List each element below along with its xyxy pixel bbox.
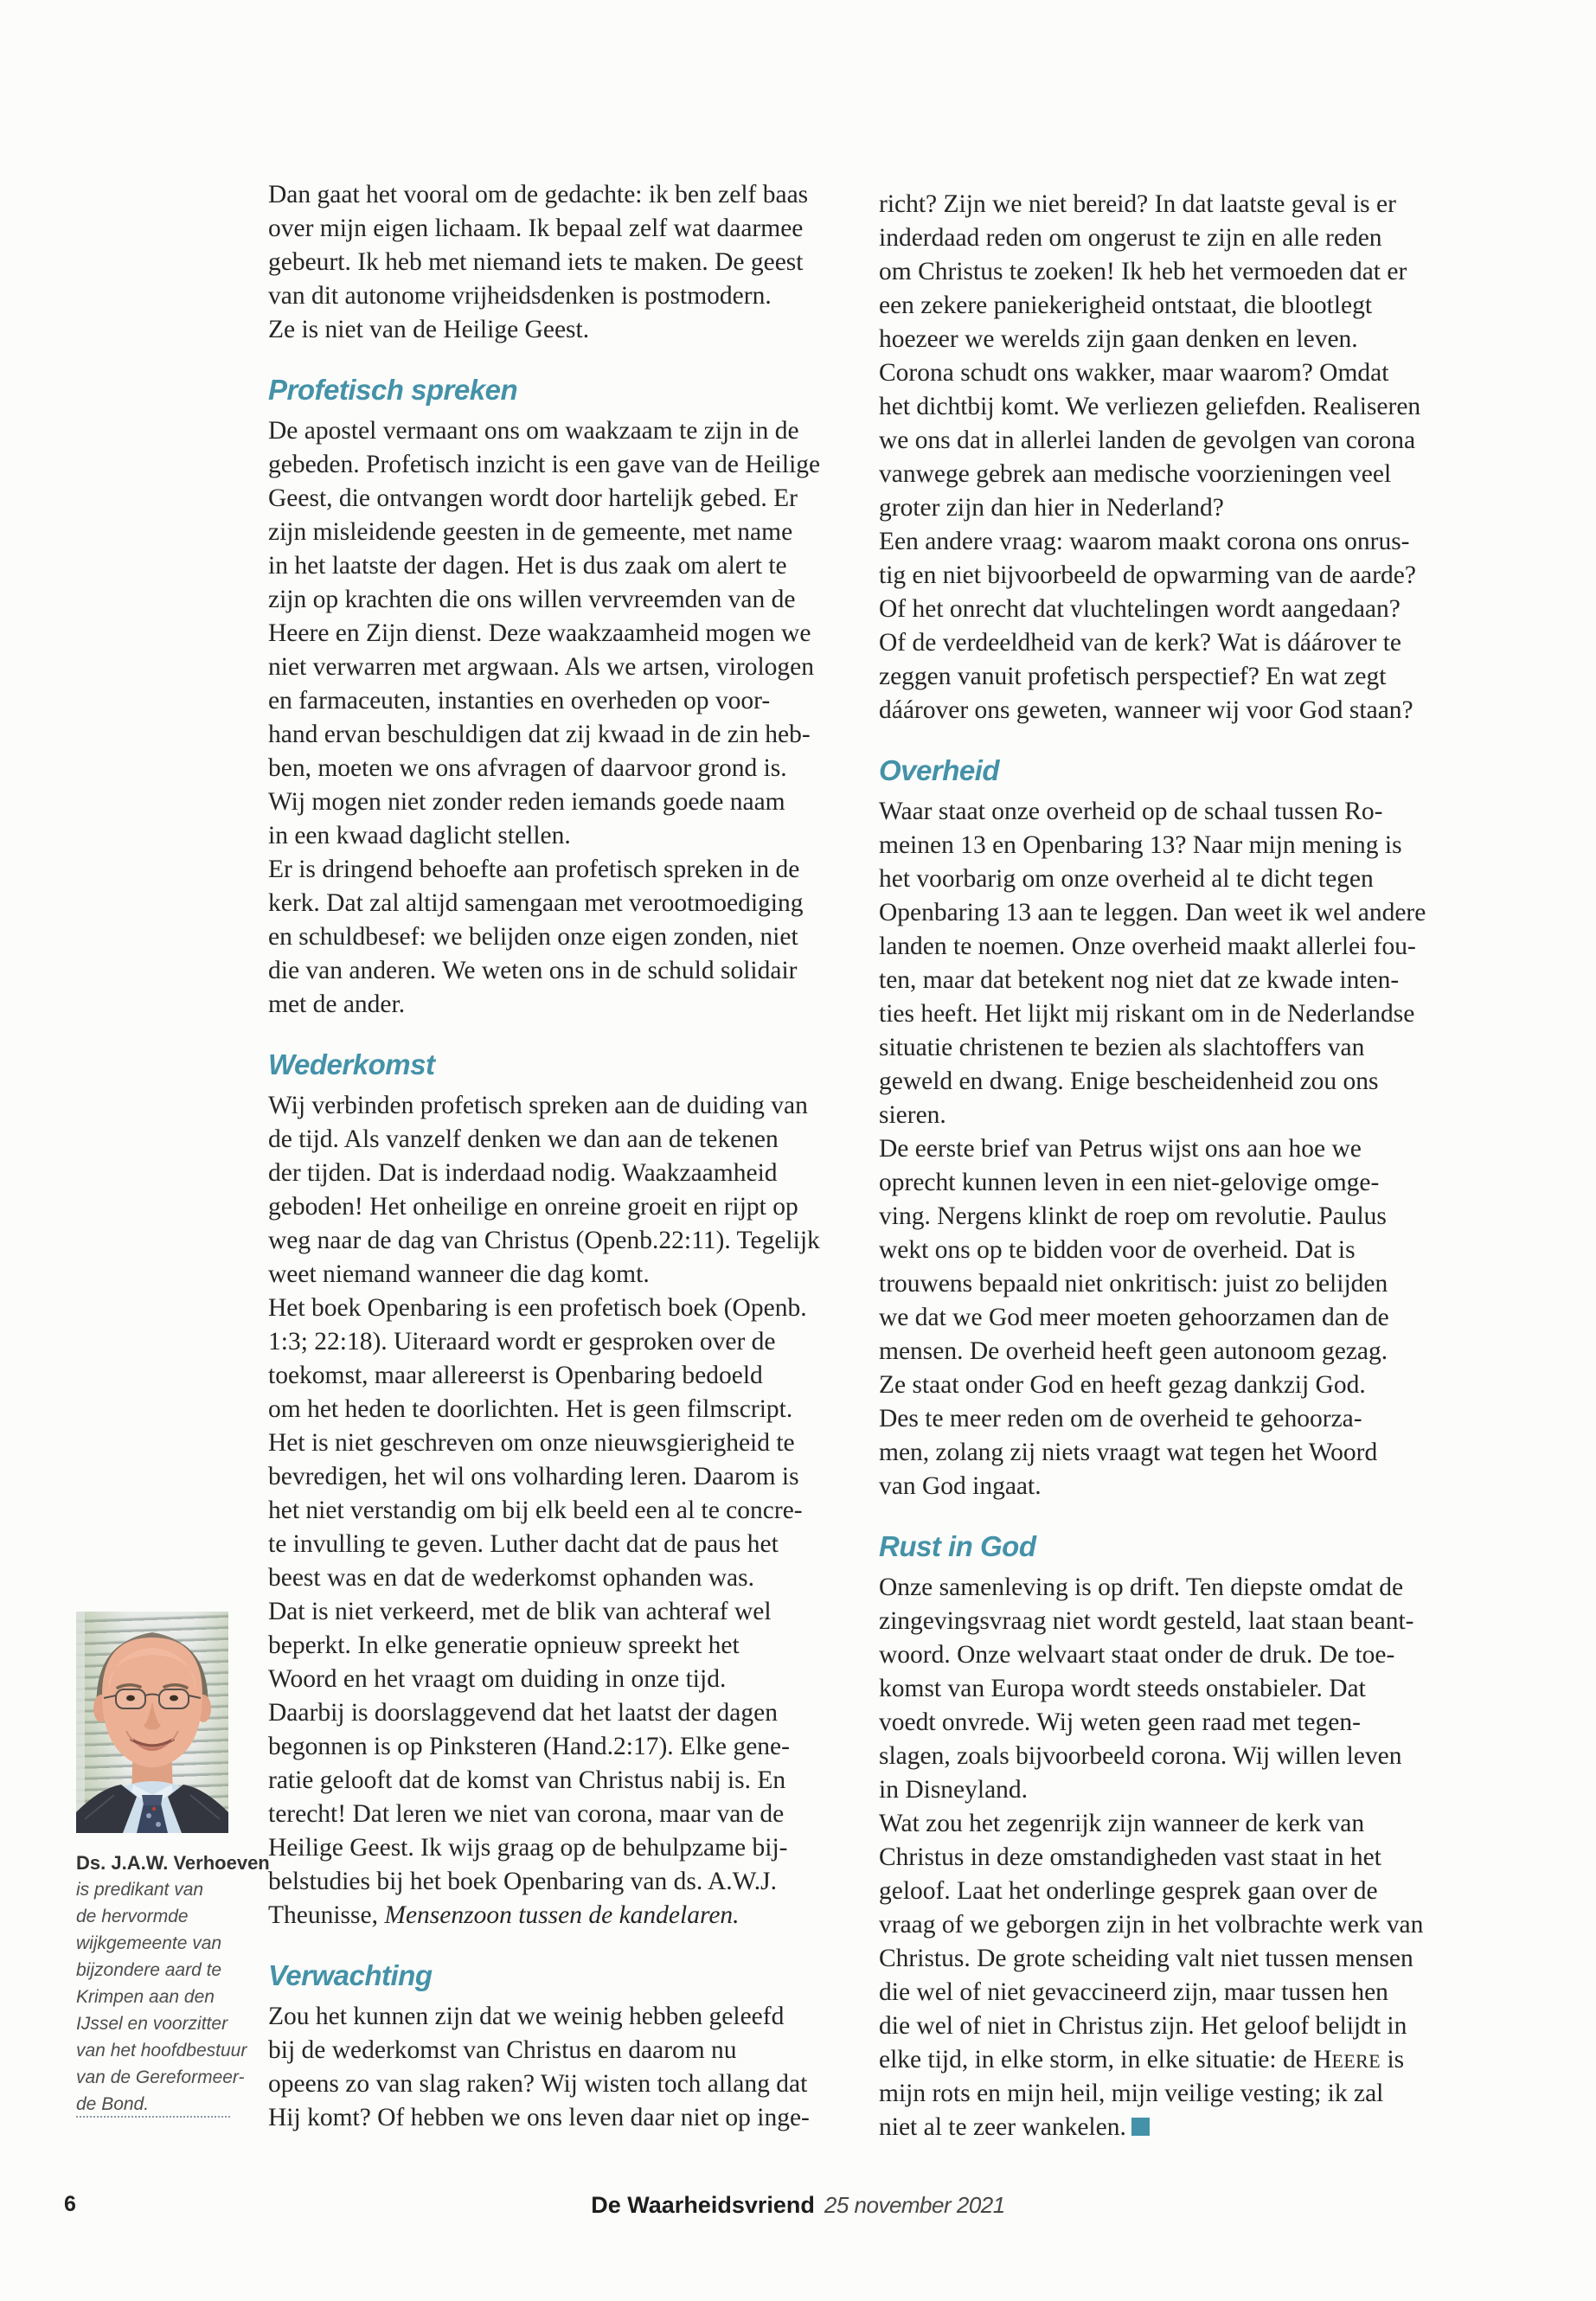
section-heading: Wederkomst: [268, 1048, 435, 1080]
text-line: ties heeft. Het lijkt mij riskant om in de Nederlandse: [879, 1000, 1415, 1028]
page-number: 6: [64, 2192, 76, 2216]
text-line: Wij verbinden profetisch spreken aan de duiding van: [268, 1092, 808, 1119]
text-line: tig en niet bijvoorbeeld de opwarming van de aarde?: [879, 561, 1416, 589]
text-line: die wel of niet gevaccineerd zijn, maar tussen hen: [879, 1978, 1388, 2006]
caption-name: Ds. J.A.W. Verhoeven: [76, 1852, 270, 1874]
text-line: Heere en Zijn dienst. Deze waakzaamheid mogen we: [268, 619, 811, 647]
text-line: der tijden. Dat is inderdaad nodig. Waakzaamheid: [268, 1159, 778, 1187]
text-line: begonnen is op Pinksteren (Hand.2:17). Elke gene-: [268, 1733, 790, 1760]
caption-line: IJssel en voorzitter: [76, 2014, 228, 2034]
text-line: Of de verdeeldheid van de kerk? Wat is dáárover te: [879, 629, 1402, 657]
text-line: over mijn eigen lichaam. Ik bepaal zelf wat daarmee: [268, 215, 804, 242]
text-line: die van anderen. We weten ons in de schuld solidair: [268, 957, 798, 984]
text-line: de tijd. Als vanzelf denken we dan aan de tekenen: [268, 1125, 779, 1153]
text-line: in Disneyland.: [879, 1776, 1029, 1804]
text-line: gebeurt. Ik heb met niemand iets te maken. De geest: [268, 248, 804, 276]
text: Theunisse,: [268, 1901, 385, 1929]
text-line: opeens zo van slag raken? Wij wisten toch allang dat: [268, 2070, 808, 2098]
text-line: in een kwaad daglicht stellen.: [268, 822, 571, 849]
caption-line: wijkgemeente van: [76, 1933, 222, 1953]
text-line: Ze staat onder God en heeft gezag dankzij God.: [879, 1371, 1366, 1399]
text-line: landen te noemen. Onze overheid maakt allerlei fou-: [879, 933, 1416, 960]
text-line: vanwege gebrek aan medische voorzieningen veel: [879, 460, 1392, 488]
text-line: Het is niet geschreven om onze nieuwsgierigheid te: [268, 1429, 795, 1457]
text-line: meinen 13 en Openbaring 13? Naar mijn mening is: [879, 831, 1402, 859]
caption-line: van het hoofdbestuur: [76, 2041, 247, 2061]
text-line: Des te meer reden om de overheid te gehoorza-: [879, 1405, 1362, 1433]
text-line: Christus. De grote scheiding valt niet tussen mensen: [879, 1945, 1413, 1972]
paragraph: [268, 178, 839, 347]
text-line: het dichtbij komt. We verliezen geliefden. Realiseren: [879, 393, 1421, 420]
end-of-article-marker: [1131, 2118, 1150, 2136]
text-line: ratie gelooft dat de komst van Christus nabij is. En: [268, 1766, 786, 1794]
text-line: komst van Europa wordt steeds onstabieler. Dat: [879, 1675, 1366, 1702]
text-line: in het laatste der dagen. Het is dus zaak om alert te: [268, 552, 787, 580]
text-line: dáárover ons geweten, wanneer wij voor God staan?: [879, 696, 1413, 724]
text-line: mijn rots en mijn heil, mijn veilige vesting; ik zal: [879, 2080, 1384, 2107]
text-line: De apostel vermaant ons om waakzaam te zijn in de: [268, 417, 799, 445]
paragraph: [879, 188, 1467, 727]
text-line: weet niemand wanneer die dag komt.: [268, 1260, 650, 1288]
text-line: vraag of we geborgen zijn in het volbrachte werk van: [879, 1911, 1424, 1939]
italic-text: Mensenzoon tussen de kandelaren.: [384, 1901, 740, 1929]
text-line: [879, 2043, 1467, 2077]
text-line: hand ervan beschuldigen dat zij kwaad in de zin heb-: [268, 721, 811, 748]
text-line: sieren.: [879, 1101, 946, 1129]
section-heading: Rust in God: [879, 1530, 1036, 1562]
text-line: een zekere paniekerigheid ontstaat, die blootlegt: [879, 292, 1373, 319]
text-line: beperkt. In elke generatie opnieuw spreekt het: [268, 1631, 740, 1659]
text-line: Openbaring 13 aan te leggen. Dan weet ik wel andere: [879, 899, 1426, 926]
paragraph: [268, 1089, 839, 1932]
paragraph: [879, 1571, 1467, 2144]
text-line: niet verwarren met argwaan. Als we artsen, virologen: [268, 653, 815, 681]
text-line: Geest, die ontvangen wordt door hartelijk gebed. Er: [268, 484, 798, 512]
text-line: zijn misleidende geesten in de gemeente, met name: [268, 518, 793, 546]
text-line: beest was en dat de wederkomst ophanden was.: [268, 1564, 754, 1592]
footer: [0, 2192, 1596, 2219]
text-line: belstudies bij het boek Openbaring van ds. A.W.J.: [268, 1868, 778, 1895]
paragraph: [268, 414, 839, 1022]
text-line: die wel of niet in Christus zijn. Het geloof belijdt in: [879, 2012, 1407, 2040]
text-line: groter zijn dan hier in Nederland?: [879, 494, 1224, 522]
text-line: Het boek Openbaring is een profetisch boek (Openb.: [268, 1294, 807, 1322]
text-line: geloof. Laat het onderlinge gesprek gaan over de: [879, 1877, 1378, 1905]
text-line: zijn op krachten die ons willen vervreemden van de: [268, 586, 796, 613]
text-line: bij de wederkomst van Christus en daarom nu: [268, 2036, 737, 2064]
article-column-left: [268, 178, 839, 2135]
text-line: weg naar de dag van Christus (Openb.22:11). Tegelijk: [268, 1227, 820, 1254]
text-line: mensen. De overheid heeft geen autonoom gezag.: [879, 1337, 1388, 1365]
text-line: we dat we God meer moeten gehoorzamen dan de: [879, 1304, 1389, 1331]
text-line: Wat zou het zegenrijk zijn wanneer de kerk van: [879, 1810, 1365, 1837]
text-line: woord. Onze welvaart staat onder de druk. De toe-: [879, 1641, 1395, 1669]
text-line: toekomst, maar allereerst is Openbaring bedoeld: [268, 1362, 763, 1389]
text-line: 1:3; 22:18). Uiteraard wordt er gesproken over de: [268, 1328, 776, 1356]
text-line: Heilige Geest. Ik wijs graag op de behulpzame bij-: [268, 1834, 788, 1862]
text-line: zingevingsvraag niet wordt gesteld, laat staan beant-: [879, 1607, 1414, 1635]
portrait-photo: [76, 1612, 228, 1833]
text-line: met de ander.: [268, 990, 406, 1018]
text-line: en schuldbesef: we belijden onze eigen zonden, niet: [268, 923, 798, 951]
portrait-illustration: [76, 1612, 228, 1833]
text-line: om het heden te doorlichten. Het is geen filmscript.: [268, 1395, 793, 1423]
text-line: en farmaceuten, instanties en overheden op voor-: [268, 687, 771, 715]
text-line: zeggen vanuit profetisch perspectief? En wat zegt: [879, 663, 1387, 690]
text-line: geweld en dwang. Enige bescheidenheid zou ons: [879, 1067, 1379, 1095]
text-line: men, zolang zij niets vraagt wat tegen het Woord: [879, 1439, 1378, 1466]
text-line: Corona schudt ons wakker, maar waarom? Omdat: [879, 359, 1389, 387]
text-line: bevredigen, het wil ons volharding leren. Daarom is: [268, 1463, 799, 1490]
text-line: Daarbij is doorslaggevend dat het laatst der dagen: [268, 1699, 778, 1727]
text-line: om Christus te zoeken! Ik heb het vermoeden dat er: [879, 258, 1407, 285]
text-line: het voorbarig om onze overheid al te dicht tegen: [879, 865, 1374, 893]
text-line: kerk. Dat zal altijd samengaan met verootmoediging: [268, 889, 804, 917]
text-line: te invulling te geven. Luther dacht dat de paus het: [268, 1530, 779, 1558]
caption-line: Krimpen aan den: [76, 1987, 215, 2007]
text-line: oprecht kunnen leven in een niet-gelovige omge-: [879, 1169, 1380, 1196]
text-line: inderdaad reden om ongerust te zijn en alle reden: [879, 224, 1382, 252]
text-line: terecht! Dat leren we niet van corona, maar van de: [268, 1800, 785, 1828]
text-line: [879, 2111, 1467, 2144]
text-line: Waar staat onze overheid op de schaal tussen Ro-: [879, 798, 1383, 825]
caption-line: is predikant van: [76, 1880, 204, 1900]
text-line: ving. Nergens klinkt de roep om revolutie. Paulus: [879, 1202, 1387, 1230]
text-line: Hij komt? Of hebben we ons leven daar niet op inge-: [268, 2104, 810, 2131]
caption-line: de hervormde: [76, 1907, 189, 1926]
text-line: Onze samenleving is op drift. Ten diepste omdat de: [879, 1574, 1404, 1601]
issue-date: 25 november 2021: [824, 2192, 1005, 2218]
text-line: richt? Zijn we niet bereid? In dat laatste geval is er: [879, 190, 1396, 218]
paragraph: [268, 2000, 839, 2135]
caption-line: de Bond.: [76, 2094, 150, 2114]
text: elke tijd, in elke storm, in elke situatie: de: [879, 2046, 1314, 2073]
caption-line: bijzondere aard te: [76, 1960, 222, 1980]
paragraph: [879, 795, 1467, 1503]
text-line: ten, maar dat betekent nog niet dat ze kwade inten-: [879, 966, 1400, 994]
text-line: Een andere vraag: waarom maakt corona ons onrus-: [879, 528, 1410, 555]
section-heading: Overheid: [879, 754, 1000, 786]
text: is: [1381, 2046, 1405, 2073]
text-line: hoezeer we werelds zijn gaan denken en leven.: [879, 325, 1358, 353]
text-line: trouwens bepaald niet onkritisch: juist zo belijden: [879, 1270, 1388, 1298]
text-line: Dan gaat het vooral om de gedachte: ik ben zelf baas: [268, 181, 809, 208]
text-line: Wij mogen niet zonder reden iemands goede naam: [268, 788, 785, 816]
text-line: gebeden. Profetisch inzicht is een gave van de Heilige: [268, 451, 821, 478]
caption-text: [76, 1876, 258, 2118]
text-line: voedt onvrede. Wij weten geen raad met tegen-: [879, 1708, 1361, 1736]
caption-line: van de Gereformeer-: [76, 2067, 245, 2087]
text-line: we ons dat in allerlei landen de gevolgen van corona: [879, 426, 1416, 454]
text-line: [268, 1899, 839, 1932]
magazine-title: De Waarheidsvriend: [591, 2192, 815, 2218]
text-line: geboden! Het onheilige en onreine groeit en rijpt op: [268, 1193, 798, 1221]
text-line: Zou het kunnen zijn dat we weinig hebben geleefd: [268, 2003, 785, 2030]
text-line: Ze is niet van de Heilige Geest.: [268, 316, 590, 343]
section-heading: Profetisch spreken: [268, 374, 518, 406]
text-line: van God ingaat.: [879, 1472, 1042, 1500]
article-column-right: [879, 188, 1467, 2144]
text-line: Er is dringend behoefte aan profetisch spreken in de: [268, 856, 800, 883]
text-line: ben, moeten we ons afvragen of daarvoor grond is.: [268, 754, 787, 782]
text-line: situatie christenen te bezien als slachtoffers van: [879, 1034, 1365, 1061]
section-heading: Verwachting: [268, 1959, 433, 1991]
text-line: het niet verstandig om bij elk beeld een al te concre-: [268, 1497, 803, 1524]
text-line: De eerste brief van Petrus wijst ons aan hoe we: [879, 1135, 1362, 1163]
text-line: Dat is niet verkeerd, met de blik van achteraf wel: [268, 1598, 772, 1625]
text-line: Christus in deze omstandigheden vast staat in het: [879, 1843, 1381, 1871]
caption-divider: [76, 2116, 230, 2118]
text: niet al te zeer wankelen.: [879, 2113, 1126, 2141]
text-line: Of het onrecht dat vluchtelingen wordt aangedaan?: [879, 595, 1401, 623]
smallcaps-text: HEERE: [1313, 2046, 1381, 2073]
text-line: slagen, zoals bijvoorbeeld corona. Wij willen leven: [879, 1742, 1402, 1770]
text-line: wekt ons op te bidden voor de overheid. Dat is: [879, 1236, 1356, 1264]
text-line: van dit autonome vrijheidsdenken is postmodern.: [268, 282, 772, 310]
text-line: Woord en het vraagt om duiding in onze tijd.: [268, 1665, 727, 1693]
